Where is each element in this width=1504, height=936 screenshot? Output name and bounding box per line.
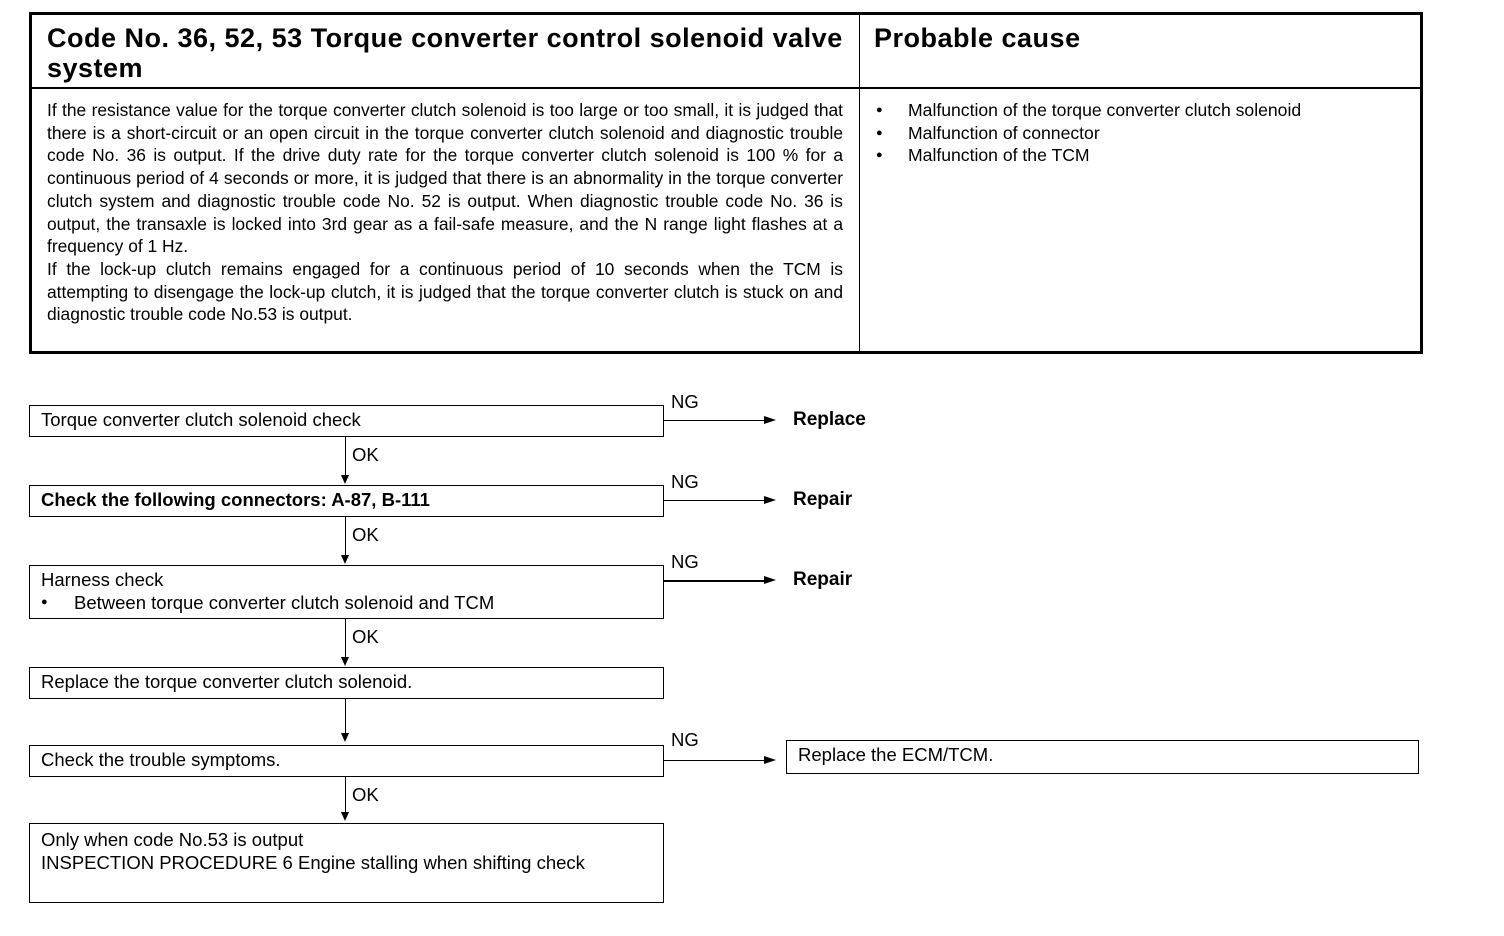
cause-list <box>874 99 1301 167</box>
step-check-symptoms-label: Check the trouble symptoms. <box>41 749 281 770</box>
ok-connector-line <box>345 619 346 658</box>
step-solenoid-check-label: Torque converter clutch solenoid check <box>41 409 361 430</box>
step-replace-solenoid-label: Replace the torque converter clutch solenoid. <box>41 671 413 692</box>
ok-label: OK <box>352 784 379 805</box>
step-inspection-line1: Only when code No.53 is output <box>41 829 304 850</box>
arrow-down-icon <box>341 733 349 742</box>
cause-item: ● Malfunction of the TCM <box>874 144 1301 167</box>
description-paragraph: If the resistance value for the torque converter clutch solenoid is too large or too small, it is judged that there is a short-circuit or an open circuit in the torque converter clutch solenoid and diagnostic trouble code No. 36 is output. If the drive duty rate for the torque converter clutch solenoid is 100 % for a continuous period of 4 seconds or more, it is judged that there is an abnormality in the torque converter clutch system and diagnostic trouble code No. 52 is output. When diagnostic trouble code No. 36 is output, the transaxle is locked into 3rd gear as a fail-safe measure, and the N range light flashes at a frequency of 1 Hz. <box>47 100 843 257</box>
ok-label: OK <box>352 444 379 465</box>
step-harness-check <box>29 565 664 619</box>
ng-label: NG <box>671 551 699 572</box>
cause-item: ● Malfunction of connector <box>874 122 1301 145</box>
arrow-down-icon <box>341 555 349 564</box>
description-paragraph: If the lock-up clutch remains engaged for a continuous period of 10 seconds when the TCM is attempting to disengage the lock-up clutch, it is judged that the torque converter clutch is stuck on and diagnostic trouble code No.53 is output. <box>47 258 843 325</box>
ok-label: OK <box>352 626 379 647</box>
table-title: Code No. 36, 52, 53 Torque converter control solenoid valve system <box>47 23 843 83</box>
ok-connector-line <box>345 437 346 476</box>
ng-label: NG <box>671 471 699 492</box>
arrow-right-icon <box>764 416 776 424</box>
step-inspection-procedure <box>29 823 664 903</box>
result-replace-ecm-tcm <box>786 740 1419 774</box>
arrow-right-icon <box>764 496 776 504</box>
description-column <box>32 15 860 351</box>
arrow-down-icon <box>341 475 349 484</box>
code-table <box>29 12 1423 354</box>
step-solenoid-check <box>29 405 664 437</box>
arrow-right-icon <box>764 756 776 764</box>
ng-label: NG <box>671 391 699 412</box>
result-repair: Repair <box>793 489 853 510</box>
step-connector-check-label: Check the following connectors: A-87, B-111 <box>41 489 430 510</box>
cause-item: ● Malfunction of the torque converter clutch solenoid <box>874 99 1301 122</box>
connector-line <box>345 699 346 734</box>
ok-connector-line <box>345 517 346 556</box>
ok-connector-line <box>345 777 346 813</box>
ng-connector-line <box>664 760 764 761</box>
header-divider <box>32 87 1420 89</box>
result-replace-ecm-tcm-label: Replace the ECM/TCM. <box>798 744 994 765</box>
arrow-right-icon <box>764 576 776 584</box>
arrow-down-icon <box>341 812 349 821</box>
result-repair: Repair <box>793 569 853 590</box>
step-connector-check <box>29 485 664 517</box>
step-harness-check-bullet: ● Between torque converter clutch solenoid and TCM <box>41 591 663 614</box>
arrow-down-icon <box>341 657 349 666</box>
probable-cause-title: Probable cause <box>874 23 1081 53</box>
step-harness-check-title: Harness check <box>41 569 164 590</box>
ok-label: OK <box>352 524 379 545</box>
ng-connector-line <box>664 420 764 421</box>
step-inspection-line2: INSPECTION PROCEDURE 6 Engine stalling when shifting check <box>41 852 585 873</box>
ng-connector-line <box>664 500 764 501</box>
result-replace: Replace <box>793 409 866 430</box>
ng-connector-line <box>664 580 764 582</box>
description-text <box>47 99 843 326</box>
cause-column <box>860 15 1420 351</box>
ng-label: NG <box>671 729 699 750</box>
step-check-symptoms <box>29 745 664 777</box>
step-replace-solenoid <box>29 667 664 699</box>
